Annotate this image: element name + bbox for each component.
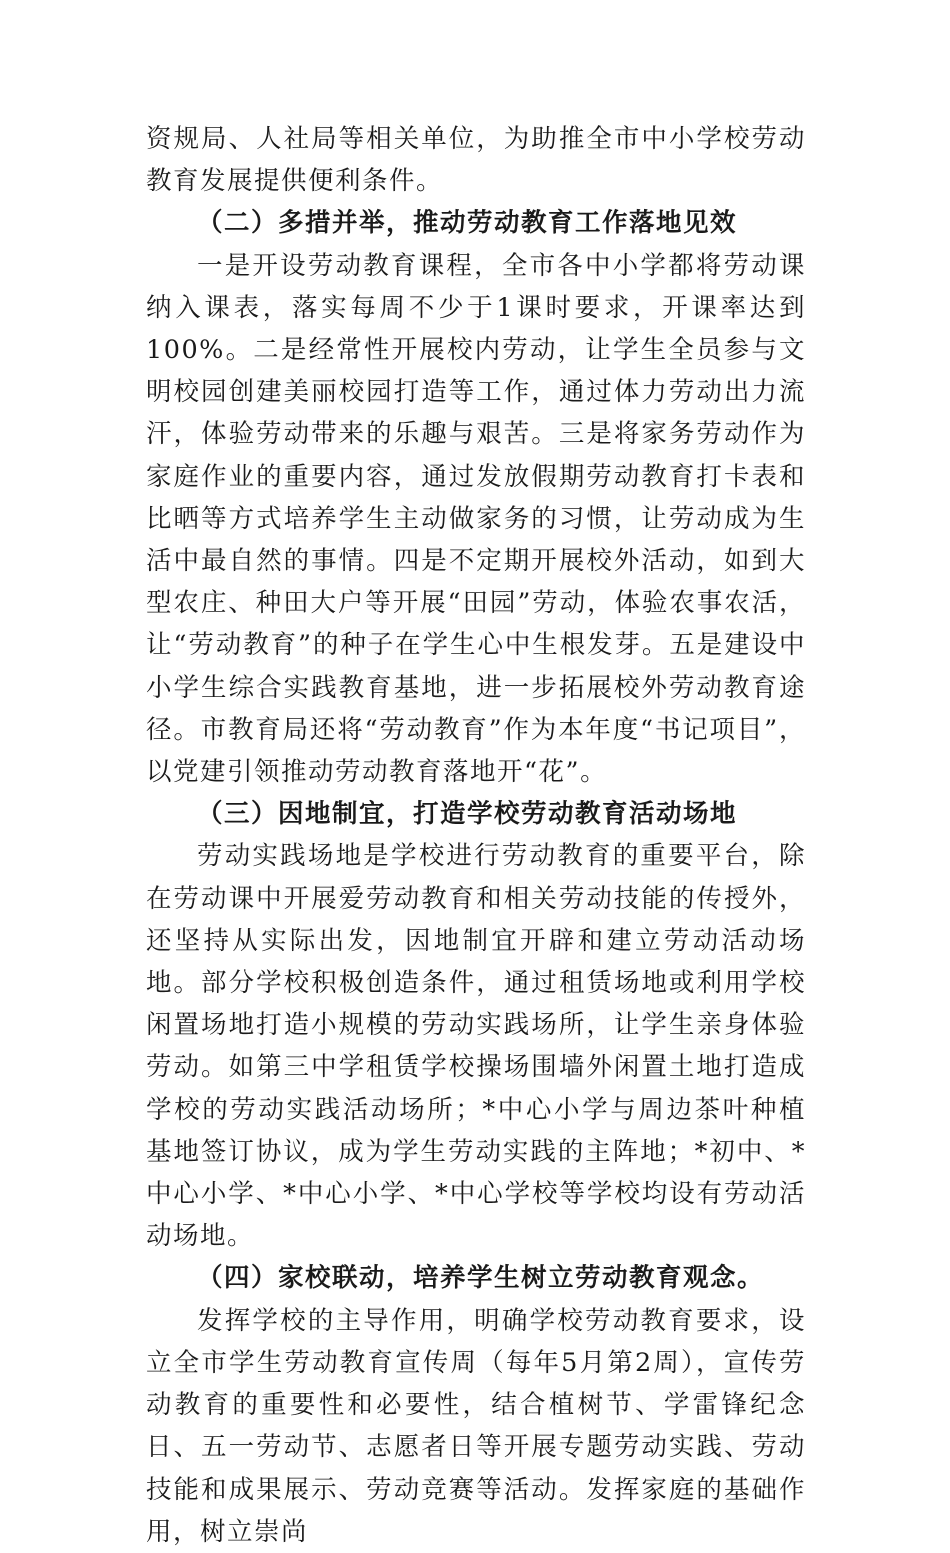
paragraph-measures: 一是开设劳动教育课程，全市各中小学都将劳动课纳入课表，落实每周不少于1课时要求，开课率达到100%。二是经常性开展校内劳动，让学生全员参与文明校园创建美丽校园打造等工作，通过体力劳动出力流汗，体验劳动带来的乐趣与艰苦。三是将家务劳动作为家庭作业的重要内容，通过发放假期劳动教育打卡表和比晒等方式培养学生主动做家务的习惯，让劳动成为生活中最自然的事情。四是不定期开展校外活动，如到大型农庄、种田大户等开展“田园”劳动，体验农事农活，让“劳动教育”的种子在学生心中生根发芽。五是建设中小学生综合实践教育基地，进一步拓展校外劳动教育途径。市教育局还将“劳动教育”作为本年度“书记项目”，以党建引领推动劳动教育落地开“花”。 bbox=[146, 250, 806, 788]
paragraph-continued: 资规局、人社局等相关单位，为助推全市中小学校劳动教育发展提供便利条件。 bbox=[146, 124, 806, 197]
document-page bbox=[146, 118, 806, 1553]
section-heading-2: （二）多措并举，推动劳动教育工作落地见效 bbox=[197, 208, 738, 239]
paragraph-home-school: 发挥学校的主导作用，明确学校劳动教育要求，设立全市学生劳动教育宣传周（每年5月第2周），宣传劳动教育的重要性和必要性，结合植树节、学雷锋纪念日、五一劳动节、志愿者日等开展专题劳动实践、劳动技能和成果展示、劳动竞赛等活动。发挥家庭的基础作用，树立崇尚 bbox=[146, 1305, 806, 1547]
section-heading-4: （四）家校联动，培养学生树立劳动教育观念。 bbox=[197, 1263, 765, 1294]
section-heading-3: （三）因地制宜，打造学校劳动教育活动场地 bbox=[197, 799, 738, 830]
paragraph-venues: 劳动实践场地是学校进行劳动教育的重要平台，除在劳动课中开展爱劳动教育和相关劳动技能的传授外，还坚持从实际出发，因地制宜开辟和建立劳动活动场地。部分学校积极创造条件，通过租赁场地或利用学校闲置场地打造小规模的劳动实践场所，让学生亲身体验劳动。如第三中学租赁学校操场围墙外闲置土地打造成学校的劳动实践活动场所；*中心小学与周边茶叶种植基地签订协议，成为学生劳动实践的主阵地；*初中、*中心小学、*中心小学、*中心学校等学校均设有劳动活动场地。 bbox=[146, 841, 806, 1252]
